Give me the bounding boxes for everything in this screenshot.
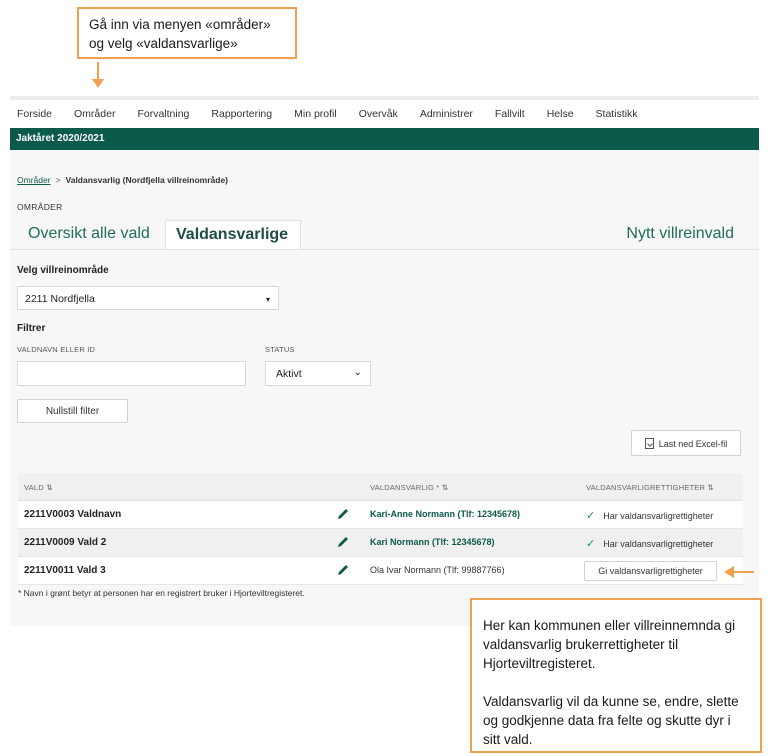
check-icon: ✓	[586, 538, 596, 550]
rights-status	[586, 509, 713, 522]
app-window	[10, 96, 759, 626]
callout-top-line-1: Gå inn via menyen «områder»	[89, 17, 271, 32]
vald-name: 2211V0011 Vald 3	[24, 565, 106, 576]
nav-item-fallvilt[interactable]: Fallvilt	[494, 108, 525, 120]
nav-item-forside[interactable]: Forside	[17, 108, 53, 120]
breadcrumb	[17, 175, 228, 185]
responsible-table	[18, 473, 743, 585]
nav-item-forvaltning[interactable]: Forvaltning	[137, 108, 190, 120]
check-icon: ✓	[586, 510, 596, 522]
arrow-down-icon	[92, 62, 104, 90]
instruction-callout-top	[77, 7, 297, 59]
nav-item-statistikk[interactable]: Statistikk	[595, 108, 638, 120]
status-select-value: Aktivt	[276, 368, 302, 380]
excel-file-icon	[645, 438, 654, 449]
table-header	[18, 473, 743, 501]
nav-item-overvak[interactable]: Overvåk	[358, 108, 398, 120]
name-filter-input[interactable]	[17, 361, 246, 386]
callout-top-line-2: og velg «valdansvarlige»	[89, 36, 238, 51]
nav-item-min-profil[interactable]: Min profil	[294, 108, 337, 120]
area-select[interactable]	[17, 286, 279, 310]
responsible-name: Kari Normann (Tlf: 12345678)	[370, 537, 495, 547]
tab-divider	[10, 249, 759, 250]
rights-status	[586, 537, 713, 550]
responsible-name: Ola Ivar Normann (Tlf: 99887766)	[370, 565, 505, 575]
pencil-edit-icon[interactable]	[336, 535, 350, 549]
download-excel-button[interactable]	[631, 430, 741, 456]
top-strip	[10, 96, 759, 100]
area-select-label: Velg villreinområde	[17, 265, 109, 276]
chevron-down-icon: ⌄	[353, 367, 362, 378]
pencil-edit-icon[interactable]	[336, 563, 350, 577]
nav-item-omrader[interactable]: Områder	[74, 108, 116, 120]
name-filter-label: VALDNAVN ELLER ID	[17, 345, 96, 354]
area-select-value: 2211 Nordfjella	[25, 293, 95, 305]
breadcrumb-current: Valdansvarlig (Nordfjella villreinområde)	[65, 175, 229, 185]
rights-label: Har valdansvarligrettigheter	[603, 511, 714, 521]
filter-heading: Filtrer	[17, 323, 46, 334]
nav-item-administrer[interactable]: Administrer	[419, 108, 473, 120]
callout-bottom-paragraph-1: Her kan kommunen eller villreinnemnda gi valdansvarlig brukerrettigheter til Hjorteviltregisteret.	[483, 618, 736, 671]
column-header-vald[interactable]: VALD ⇅	[24, 483, 53, 492]
pencil-edit-icon[interactable]	[336, 507, 350, 521]
season-bar: Jaktåret 2020/2021	[10, 128, 759, 150]
instruction-callout-bottom	[470, 598, 762, 753]
reset-filter-button[interactable]: Nullstill filter	[17, 399, 128, 423]
tab-oversikt-alle-vald[interactable]: Oversikt alle vald	[28, 225, 150, 242]
arrow-left-icon	[724, 566, 754, 578]
callout-bottom-paragraph-2: Valdansvarlig vil da kunne se, endre, slette og godkjenne data fra felte og skutte dyr i sitt vald.	[483, 694, 739, 747]
footnote: * Navn i grønt betyr at personen har en registrert bruker i Hjorteviltregisteret.	[18, 588, 305, 598]
status-filter-label: STATUS	[265, 345, 295, 354]
tab-nytt-villreinvald[interactable]: Nytt villreinvald	[626, 225, 734, 242]
section-label: OMRÅDER	[17, 202, 63, 212]
nav-item-helse[interactable]: Helse	[546, 108, 574, 120]
responsible-name: Kari-Anne Normann (Tlf: 12345678)	[370, 509, 521, 519]
vald-name: 2211V0009 Vald 2	[24, 537, 107, 548]
caret-down-icon: ▾	[265, 295, 270, 304]
table-row	[18, 557, 743, 585]
table-row	[18, 501, 743, 529]
table-row	[18, 529, 743, 557]
vald-name: 2211V0003 Valdnavn	[24, 509, 122, 520]
nav-item-rapportering[interactable]: Rapportering	[211, 108, 273, 120]
status-select[interactable]	[265, 361, 371, 386]
breadcrumb-link-omrader[interactable]: Områder	[17, 175, 51, 185]
tab-valdansvarlige[interactable]: Valdansvarlige	[165, 220, 301, 250]
column-header-rettigheter[interactable]: VALDANSVARLIGRETTIGHETER ⇅	[586, 483, 714, 492]
breadcrumb-separator: >	[55, 175, 61, 185]
grant-rights-button[interactable]: Gi valdansvarligrettigheter	[584, 561, 717, 581]
column-header-valdansvarlig[interactable]: VALDANSVARLIG * ⇅	[370, 483, 449, 492]
download-excel-label: Last ned Excel-fil	[658, 439, 728, 449]
rights-label: Har valdansvarligrettigheter	[603, 539, 714, 549]
main-nav	[10, 103, 653, 125]
